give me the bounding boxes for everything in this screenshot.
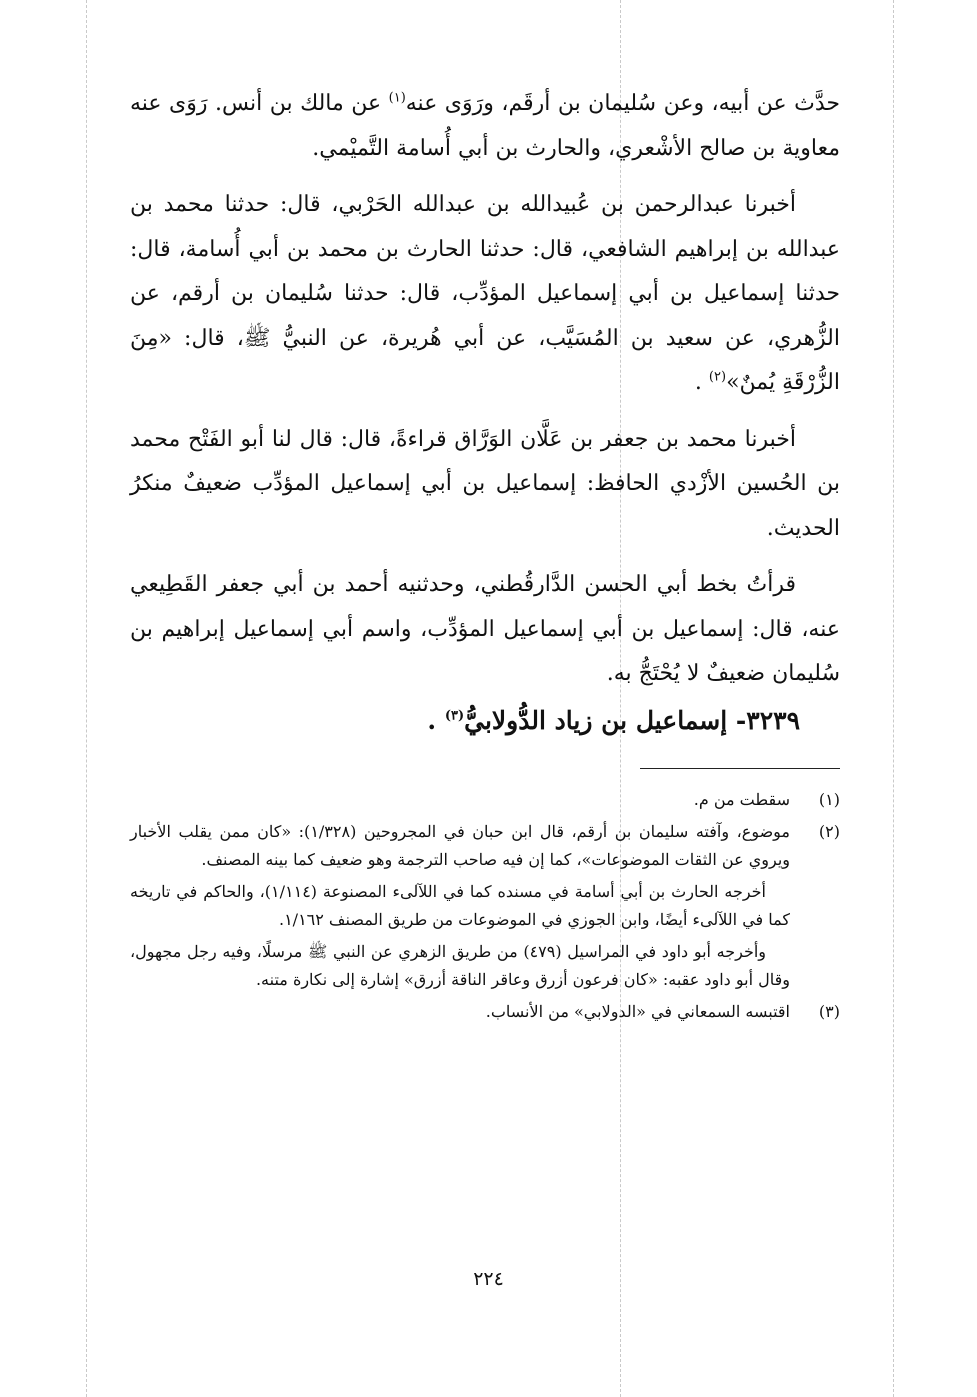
paragraph-4 bbox=[130, 563, 840, 697]
paragraph-1 bbox=[130, 82, 840, 171]
footnote-number: (٢) bbox=[818, 822, 840, 841]
scan-guide-line bbox=[893, 0, 894, 1397]
scan-guide-line bbox=[86, 0, 87, 1397]
entry-number: ٣٢٣٩- bbox=[735, 706, 800, 735]
footnote-number: (٣) bbox=[818, 1002, 840, 1021]
page-number: ٢٢٤ bbox=[473, 1268, 504, 1290]
footnote-text: وأخرجه أبو داود في المراسيل (٤٧٩) من طريق الزهري عن النبي ﷺ مرسلًا، وفيه رجل مجهول، وقال أبو داود عقبه: «كان فرعون أزرق وعاقر الناقة أزرق» إشارة إلى نكارة متنه. bbox=[130, 942, 790, 989]
footnote-ref: (٣) bbox=[444, 708, 465, 724]
footnote-ref: (٢) bbox=[708, 369, 727, 385]
footnote-text: اقتبسه السمعاني في «الدولابي» من الأنساب. bbox=[485, 1002, 790, 1021]
entry-heading bbox=[360, 706, 800, 735]
footnote-text: موضوع، وآفته سليمان بن أرقم، قال ابن حبان في المجروحين (١/٣٢٨): «كان ممن يقلب الأخبار ويروي عن الثقات الموضوعات»، كما إن فيه صاحب الترجمة وهو ضعيف كما بينه المصنف. bbox=[130, 822, 791, 869]
paragraph-text: حدَّث عن أبيه، وعن سُليمان بن أرقَم، ورَوَى عنه bbox=[405, 91, 840, 116]
footnote-text: سقطت من م. bbox=[693, 790, 790, 809]
footnote-ref: (١) bbox=[388, 90, 406, 106]
paragraph-2 bbox=[130, 183, 840, 406]
paragraph-text: قرأتُ بخط أبي الحسن الدَّارقُطني، وحدثنيه أحمد بن أبي جعفر القَطِيعي عنه، قال: إسماعيل بن أبي إسماعيل المؤدِّب، واسم أبي إسماعيل إبراهيم بن سُليمان ضعيفٌ لا يُحْتَجُّ به. bbox=[130, 572, 840, 686]
paragraph-text: عن مالك بن أنس. رَوَى عنه معاوية بن صالح الأشْعري، والحارث بن أبي أُسامة التَّميْمي. bbox=[130, 91, 840, 161]
entry-trail: . bbox=[427, 706, 445, 735]
footnote-2 bbox=[130, 818, 840, 994]
entry-title: إسماعيل بن زياد الدُّولابيُّ bbox=[464, 706, 736, 735]
footnote-separator bbox=[640, 768, 840, 769]
footnote-3 bbox=[130, 998, 840, 1026]
footnote-number: (١) bbox=[818, 790, 840, 809]
footnotes bbox=[130, 786, 840, 1030]
paragraph-text: أخبرنا محمد بن جعفر بن عَلَّان الوَرَّاق قراءةً، قال: قال لنا أبو الفَتْح محمد بن الحُسين الأزْدي الحافظ: إسماعيل بن أبي إسماعيل المؤدِّب ضعيفٌ منكرُ الحديث. bbox=[130, 426, 840, 541]
footnote-1 bbox=[130, 786, 840, 814]
paragraph-text: أخبرنا عبدالرحمن بن عُبيدالله بن عبدالله الحَرْبي، قال: حدثنا محمد بن عبدالله بن إبراهيم الشافعي، قال: حدثنا الحارث بن محمد بن أبي أُسامة، قال: حدثنا إسماعيل بن أبي إسماعيل المؤدِّب، قال: حدثنا سُليمان بن أرقم، عن الزُّهري، عن سعيد بن المُسَيَّب، عن أبي هُريرة، عن النبيُّ ﷺ، قال: «مِنَ الزُّرْقَةِ يُمنٌ» bbox=[130, 192, 840, 395]
footnote-text: أخرجه الحارث بن أبي أسامة في مسنده كما في اللآلىء المصنوعة (١/١١٤)، والحاكم في تاريخه كما في اللآلىء أيضًا، وابن الجوزي في الموضوعات من طريق المصنف ١/١٦٢. bbox=[130, 882, 790, 929]
paragraph-text: . bbox=[694, 370, 709, 395]
main-text bbox=[130, 82, 840, 709]
paragraph-3 bbox=[130, 418, 840, 552]
